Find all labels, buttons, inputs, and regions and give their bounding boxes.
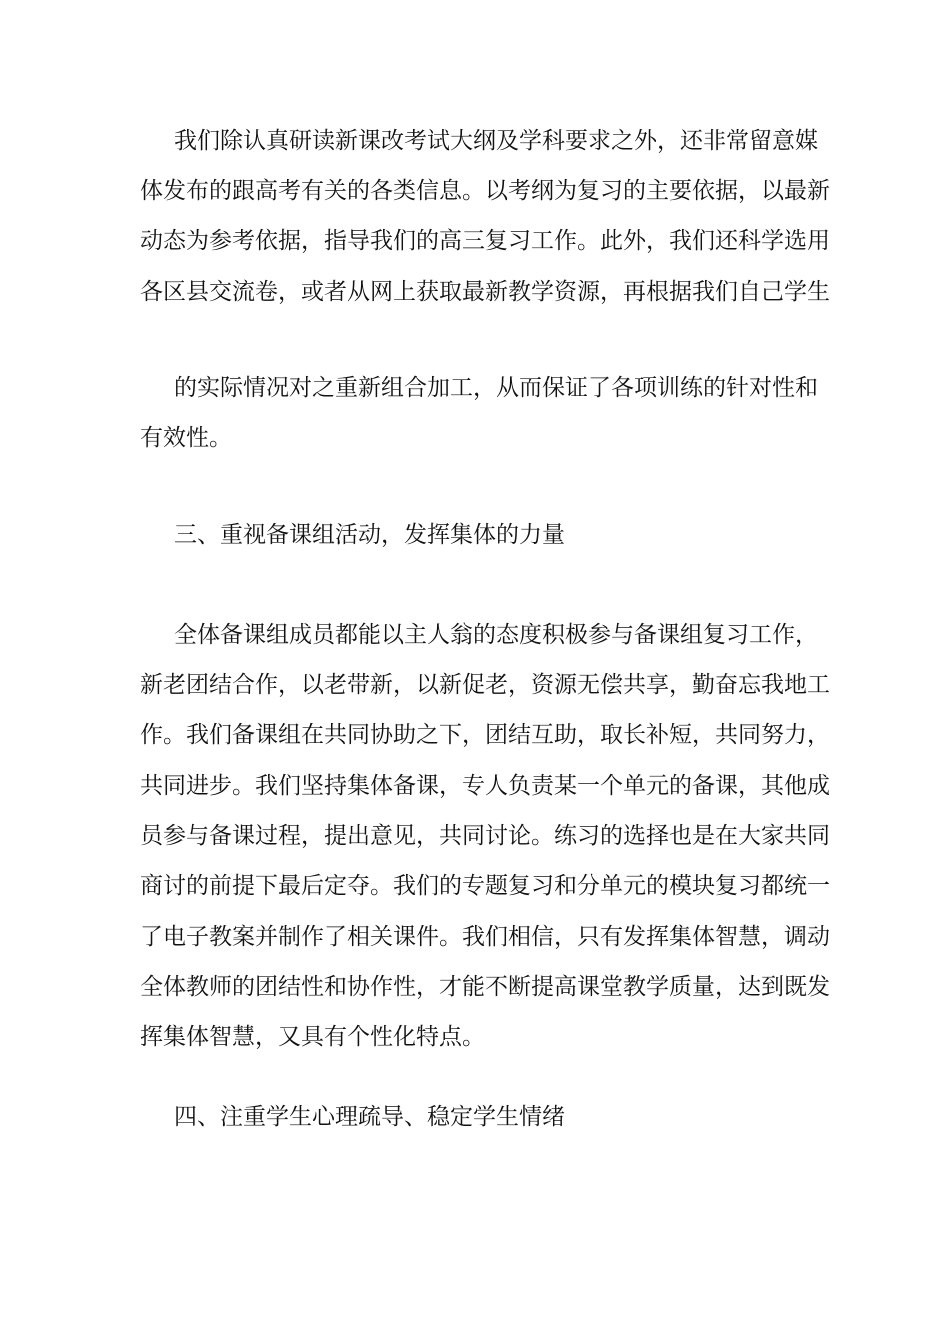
paragraph-3-line-7: 了电子教案并制作了相关课件。我们相信，只有发挥集体智慧，调动	[140, 924, 830, 950]
paragraph-1-line-2: 体发布的跟高考有关的各类信息。以考纲为复习的主要依据，以最新	[140, 178, 830, 204]
paragraph-3-line-1: 全体备课组成员都能以主人翁的态度积极参与备课组复习工作，	[174, 622, 818, 648]
paragraph-2-line-2: 有效性。	[140, 425, 232, 451]
paragraph-3-line-6: 商讨的前提下最后定夺。我们的专题复习和分单元的模块复习都统一	[140, 873, 830, 899]
paragraph-3-line-9: 挥集体智慧，又具有个性化特点。	[140, 1024, 485, 1050]
paragraph-3-line-2: 新老团结合作，以老带新，以新促老，资源无偿共享，勤奋忘我地工	[140, 672, 830, 698]
paragraph-2-line-1: 的实际情况对之重新组合加工，从而保证了各项训练的针对性和	[174, 375, 818, 401]
paragraph-3-line-8: 全体教师的团结性和协作性，才能不断提高课堂教学质量，达到既发	[140, 974, 830, 1000]
paragraph-1-line-1: 我们除认真研读新课改考试大纲及学科要求之外，还非常留意媒	[174, 128, 818, 154]
paragraph-1-line-4: 各区县交流卷，或者从网上获取最新教学资源，再根据我们自己学生	[140, 279, 830, 305]
section-heading-3: 三、重视备课组活动，发挥集体的力量	[174, 522, 565, 548]
paragraph-1-line-3: 动态为参考依据，指导我们的高三复习工作。此外，我们还科学选用	[140, 228, 830, 254]
paragraph-3-line-3: 作。我们备课组在共同协助之下，团结互助，取长补短，共同努力，	[140, 722, 830, 748]
paragraph-3-line-5: 员参与备课过程，提出意见，共同讨论。练习的选择也是在大家共同	[140, 823, 830, 849]
section-heading-4: 四、注重学生心理疏导、稳定学生情绪	[174, 1104, 565, 1130]
paragraph-3-line-4: 共同进步。我们坚持集体备课，专人负责某一个单元的备课，其他成	[140, 773, 830, 799]
